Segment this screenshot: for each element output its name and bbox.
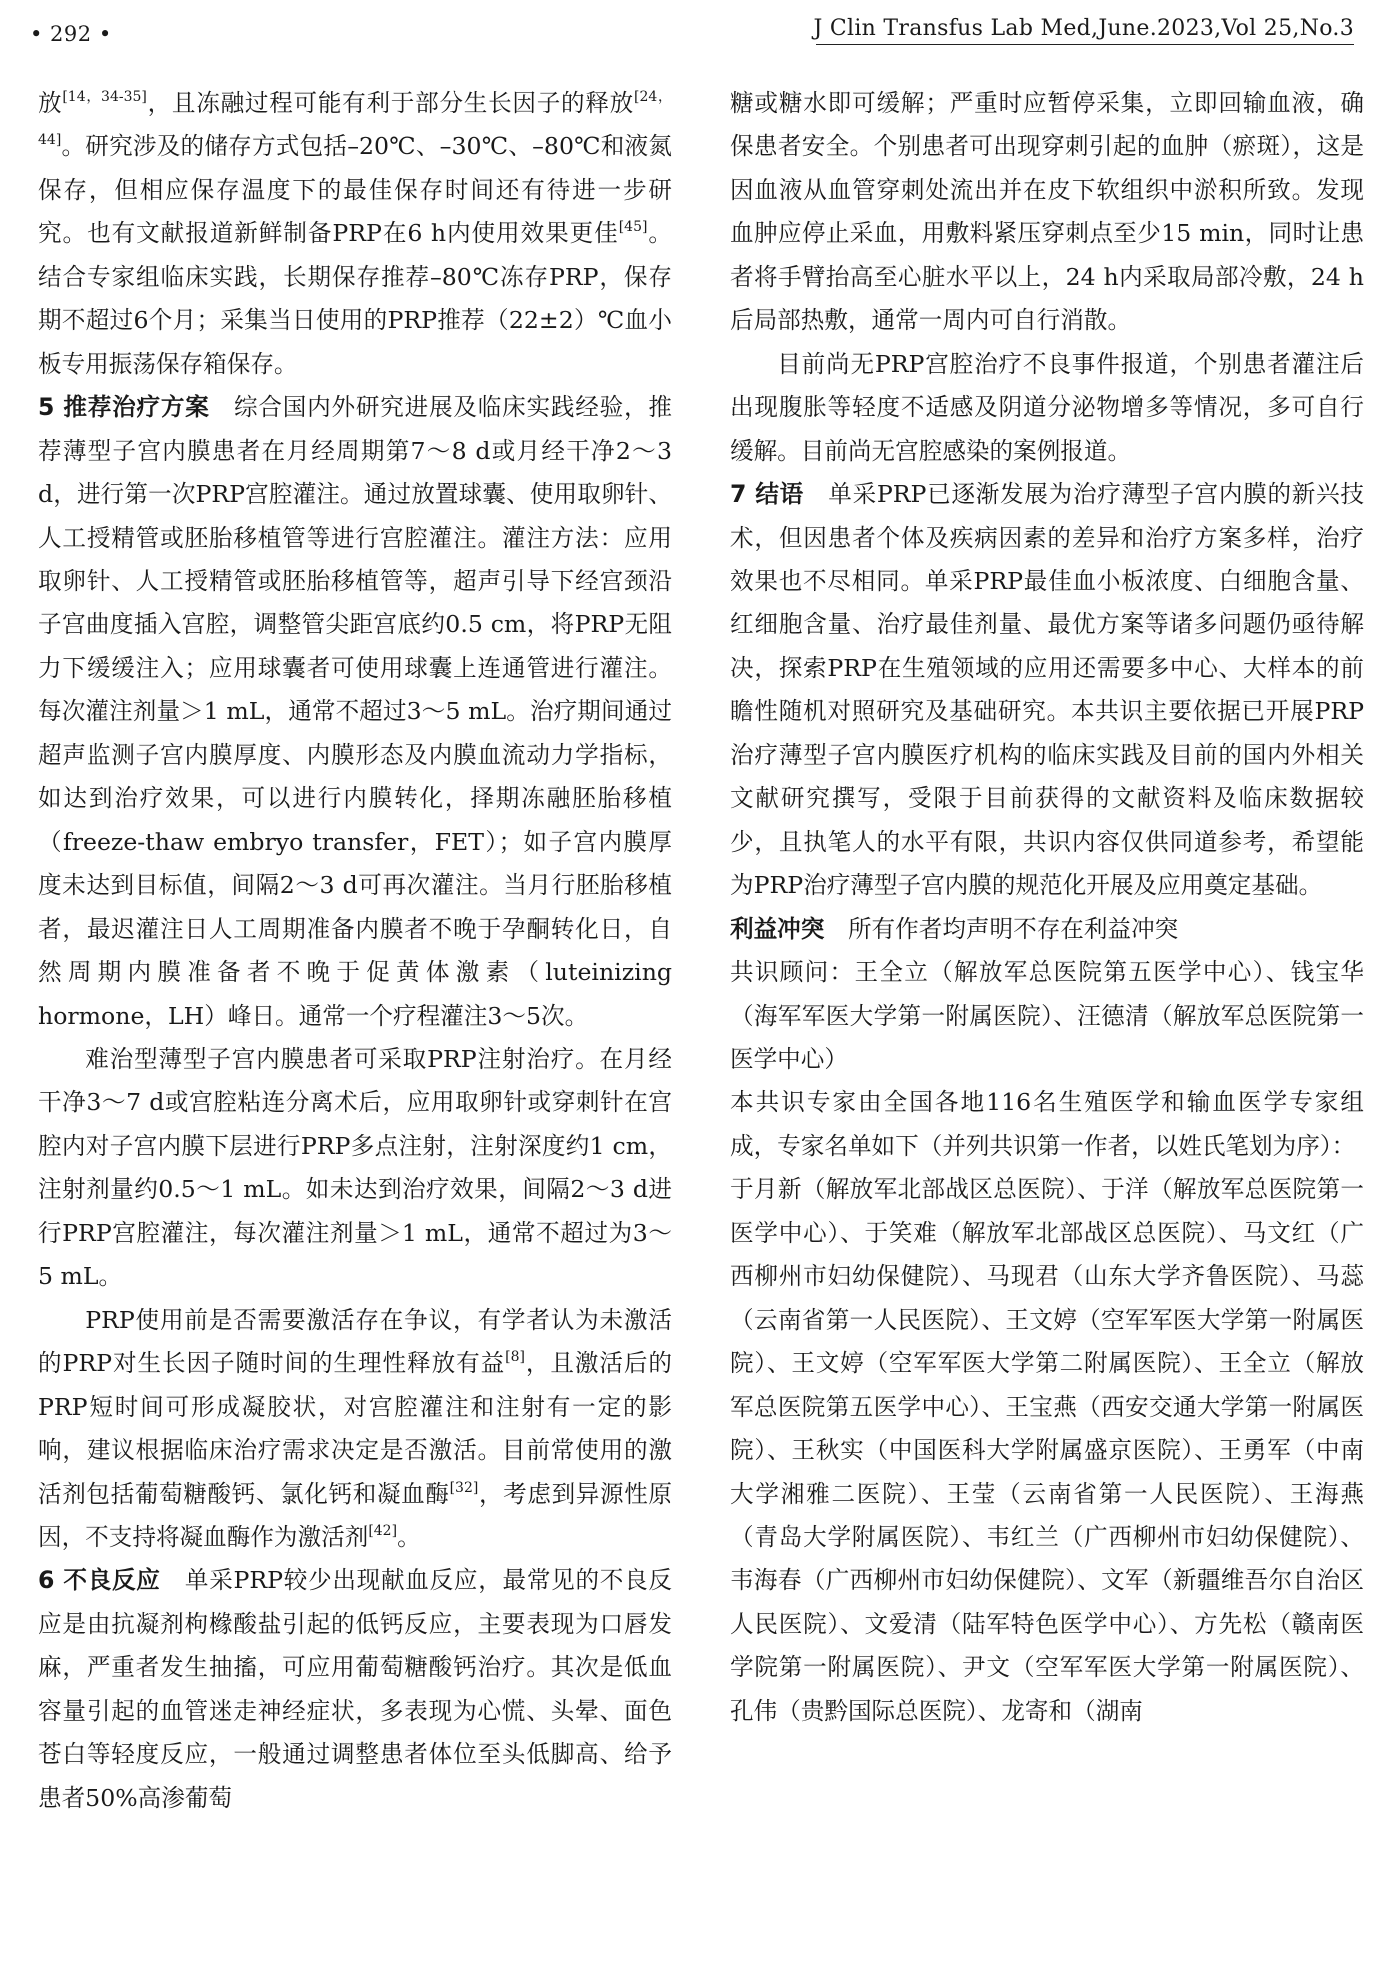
- expert-list: 于月新（解放军北部战区总医院）、于洋（解放军总医院第一医学中心）、于笑难（解放军北部战区总医院）、马文红（广西柳州市妇幼保健院）、马现君（山东大学齐鲁医院）、马蕊（云南省第一人民医院）、王文婷（空军军医大学第一附属医院）、王文婷（空军军医大学第二附属医院）、王全立（解放军总医院第五医学中心）、王宝燕（西安交通大学第一附属医院）、王秋实（中国医科大学附属盛京医院）、王勇军（中南大学湘雅二医院）、王莹（云南省第一人民医院）、王海燕（青岛大学附属医院）、韦红兰（广西柳州市妇幼保健院）、韦海春（广西柳州市妇幼保健院）、文军（新疆维吾尔自治区人民医院）、文爱清（陆军特色医学中心）、方先松（赣南医学院第一附属医院）、尹文（空军军医大学第一附属医院）、孔伟（贵黔国际总医院）、龙寄和（湖南: [730, 1175, 1364, 1725]
- citation: [14，34-35]: [62, 89, 147, 105]
- paragraph-storage: 放[14，34-35]，且冻融过程可能有利于部分生长因子的释放[24，44]。研究涉及的储存方式包括–20℃、–30℃、–80℃和液氮保存，但相应保存温度下的最佳保存时间还有待进一步研究。也有文献报道新鲜制备PRP在6 h内使用效果更佳[45]。结合专家组临床实践，长期保存推荐–80℃冻存PRP，保存期不超过6个月；采集当日使用的PRP推荐（22±2）℃血小板专用振荡保存箱保存。: [38, 89, 672, 378]
- section-6-adverse-reactions: 6 不良反应 单采PRP较少出现献血反应，最常见的不良反应是由抗凝剂枸橼酸盐引起的低钙反应，主要表现为口唇发麻，严重者发生抽搐，可应用葡萄糖酸钙治疗。其次是低血容量引起的血管迷走神经症状，多表现为心慌、头晕、面色苍白等轻度反应，一般通过调整患者体位至头低脚高、给予患者50%高渗葡萄: [38, 1566, 672, 1812]
- section-heading: 利益冲突: [730, 914, 825, 943]
- journal-running-header: J Clin Transfus Lab Med,June.2023,Vol 25,No.3: [813, 16, 1354, 41]
- paragraph-adverse-continued: 糖或糖水即可缓解；严重时应暂停采集，立即回输血液，确保患者安全。个别患者可出现穿刺引起的血肿（瘀斑），这是因血液从血管穿刺处流出并在皮下软组织中淤积所致。发现血肿应停止采血，用敷料紧压穿刺点至少15 min，同时让患者将手臂抬高至心脏水平以上，24 h内采取局部冷敷，24 h后局部热敷，通常一周内可自行消散。: [730, 89, 1364, 335]
- right-column: [730, 82, 1364, 1962]
- citation: [24，44]: [38, 89, 672, 149]
- citation: [42]: [368, 1522, 398, 1539]
- header-rule: [816, 44, 1354, 45]
- section-heading: 5 推荐治疗方案: [38, 393, 210, 422]
- paragraph-activation: PRP使用前是否需要激活存在争议，有学者认为未激活的PRP对生长因子随时间的生理性释放有益[8]，且激活后的PRP短时间可形成凝胶状，对宫腔灌注和注射有一定的影响，建议根据临床治疗需求决定是否激活。目前常使用的激活剂包括葡萄糖酸钙、氯化钙和凝血酶[32]，考虑到异源性原因，不支持将凝血酶作为激活剂[42]。: [38, 1305, 672, 1551]
- section-heading: 7 结语: [730, 480, 804, 509]
- paragraph-no-adverse-events: 目前尚无PRP宫腔治疗不良事件报道，个别患者灌注后出现腹胀等轻度不适感及阴道分泌物增多等情况，多可自行缓解。目前尚无宫腔感染的案例报道。: [730, 349, 1364, 465]
- citation: [8]: [505, 1349, 525, 1366]
- consensus-advisors: 共识顾问：王全立（解放军总医院第五医学中心）、钱宝华（海军军医大学第一附属医院）、汪德清（解放军总医院第一医学中心）: [730, 958, 1364, 1073]
- page-number: • 292 •: [30, 22, 112, 46]
- section-7-conclusion: 7 结语 单采PRP已逐渐发展为治疗薄型子宫内膜的新兴技术，但因患者个体及疾病因素的差异和治疗方案多样，治疗效果也不尽相同。单采PRP最佳血小板浓度、白细胞含量、红细胞含量、治疗最佳剂量、最优方案等诸多问题仍亟待解决，探索PRP在生殖领域的应用还需要多中心、大样本的前瞻性随机对照研究及基础研究。本共识主要依据已开展PRP治疗薄型子宫内膜医疗机构的临床实践及目前的国内外相关文献研究撰写，受限于目前获得的文献资料及临床数据较少，且执笔人的水平有限，共识内容仅供同道参考，希望能为PRP治疗薄型子宫内膜的规范化开展及应用奠定基础。: [730, 480, 1364, 900]
- conflict-of-interest: 利益冲突 所有作者均声明不存在利益冲突: [730, 914, 1179, 943]
- citation: [32]: [449, 1479, 479, 1496]
- citation: [45]: [618, 219, 648, 236]
- section-heading: 6 不良反应: [38, 1566, 161, 1595]
- left-column: [38, 82, 672, 1962]
- paragraph-injection-therapy: 难治型薄型子宫内膜患者可采取PRP注射治疗。在月经干净3～7 d或宫腔粘连分离术后，应用取卵针或穿刺针在宫腔内对子宫内膜下层进行PRP多点注射，注射深度约1 cm，注射剂量约0.5～1 mL。如未达到治疗效果，间隔2～3 d进行PRP宫腔灌注，每次灌注剂量＞1 mL，通常不超过为3～5 mL。: [38, 1044, 672, 1291]
- section-5-treatment-plan: 5 推荐治疗方案 综合国内外研究进展及临床实践经验，推荐薄型子宫内膜患者在月经周期第7～8 d或月经干净2～3 d，进行第一次PRP宫腔灌注。通过放置球囊、使用取卵针、人工授精管或胚胎移植管等进行宫腔灌注。灌注方法：应用取卵针、人工授精管或胚胎移植管等，超声引导下经宫颈沿子宫曲度插入宫腔，调整管尖距宫底约0.5 cm，将PRP无阻力下缓缓注入；应用球囊者可使用球囊上连通管进行灌注。每次灌注剂量＞1 mL，通常不超过3～5 mL。治疗期间通过超声监测子宫内膜厚度、内膜形态及内膜血流动力学指标，如达到治疗效果，可以进行内膜转化，择期冻融胚胎移植（freeze-thaw embryo transfer，FET）；如子宫内膜厚度未达到目标值，间隔2～3 d可再次灌注。当月行胚胎移植者，最迟灌注日人工周期准备内膜者不晚于孕酮转化日，自然周期内膜准备者不晚于促黄体激素（luteinizing hormone，LH）峰日。通常一个疗程灌注3～5次。: [38, 393, 672, 1030]
- expert-group-intro: 本共识专家由全国各地116名生殖医学和输血医学专家组成，专家名单如下（并列共识第一作者，以姓氏笔划为序）：: [730, 1088, 1364, 1160]
